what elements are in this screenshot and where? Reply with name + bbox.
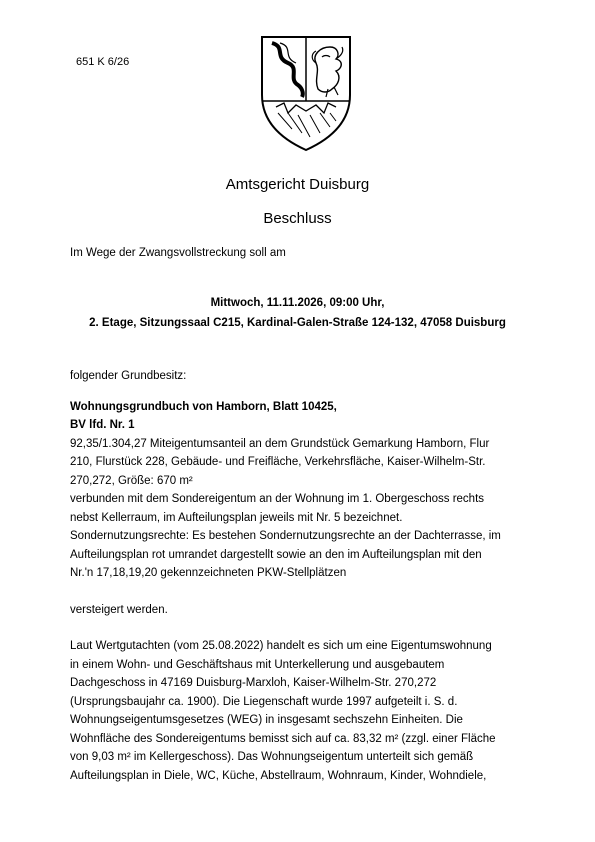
document-title: Beschluss: [263, 210, 332, 227]
court-name: Amtsgericht Duisburg: [225, 176, 370, 193]
property-line: 210, Flurstück 228, Gebäude- und Freifläche, Verkehrsfläche, Kaiser-Wilhelm-Str.: [70, 456, 486, 468]
appraisal-line: in einem Wohn- und Geschäftshaus mit Unterkellerung und ausgebautem: [70, 658, 445, 671]
property-bv: BV lfd. Nr. 1: [70, 419, 135, 431]
appraisal-line: Wohnfläche des Sondereigentums bemisst sich auf ca. 83,32 m² (zzgl. einer Fläche: [70, 732, 496, 745]
appraisal-line: Aufteilungsplan in Diele, WC, Küche, Abstellraum, Wohnraum, Kinder, Wohndiele,: [70, 769, 487, 782]
hearing-venue: 2. Etage, Sitzungssaal C215, Kardinal-Galen-Straße 124-132, 47058 Duisburg: [89, 317, 506, 329]
appraisal-line: Dachgeschoss in 47169 Duisburg-Marxloh, Kaiser-Wilhelm-Str. 270,272: [70, 677, 437, 689]
property-line: 270,272, Größe: 670 m²: [70, 474, 193, 487]
property-section: [70, 367, 530, 785]
nrw-coat-of-arms-icon: [258, 33, 354, 153]
appraisal-line: (Ursprungsbaujahr ca. 1900). Die Liegenschaft wurde 1997 aufgeteilt i. S. d.: [70, 695, 458, 708]
property-line: 92,35/1.304,27 Miteigentumsanteil an dem Grundstück Gemarkung Hamborn, Flur: [70, 437, 490, 450]
property-line: Nr.'n 17,18,19,20 gekennzeichneten PKW-Stellplätzen: [70, 567, 347, 579]
property-line: verbunden mit dem Sondereigentum an der Wohnung im 1. Obergeschoss rechts: [70, 493, 485, 505]
property-intro: folgender Grundbesitz:: [70, 370, 187, 382]
hearing-date: Mittwoch, 11.11.2026, 09:00 Uhr,: [210, 297, 385, 309]
appraisal-line: Wohnungseigentumsgesetzes (WEG) in insgesamt sechszehn Einheiten. Die: [70, 714, 463, 726]
property-line: Aufteilungsplan rot umrandet dargestellt sowie an den im Aufteilungsplan mit den: [70, 548, 482, 561]
property-line: Sondernutzungsrechte: Es bestehen Sondernutzungsrechte an der Dachterrasse, im: [70, 530, 501, 542]
property-line: nebst Kellerraum, im Aufteilungsplan jeweils mit Nr. 5 bezeichnet.: [70, 511, 403, 524]
property-title: Wohnungsgrundbuch von Hamborn, Blatt 10425,: [70, 400, 337, 413]
intro-text: Im Wege der Zwangsvollstreckung soll am: [70, 247, 286, 259]
appraisal-line: Laut Wertgutachten (vom 25.08.2022) handelt es sich um eine Eigentumswohnung: [70, 640, 492, 652]
appraisal-line: von 9,03 m² im Kellergeschoss). Das Wohnungseigentum unterteilt sich gemäß: [70, 751, 474, 763]
auction-note: versteigert werden.: [70, 603, 168, 616]
case-reference: 651 K 6/26: [76, 56, 130, 68]
